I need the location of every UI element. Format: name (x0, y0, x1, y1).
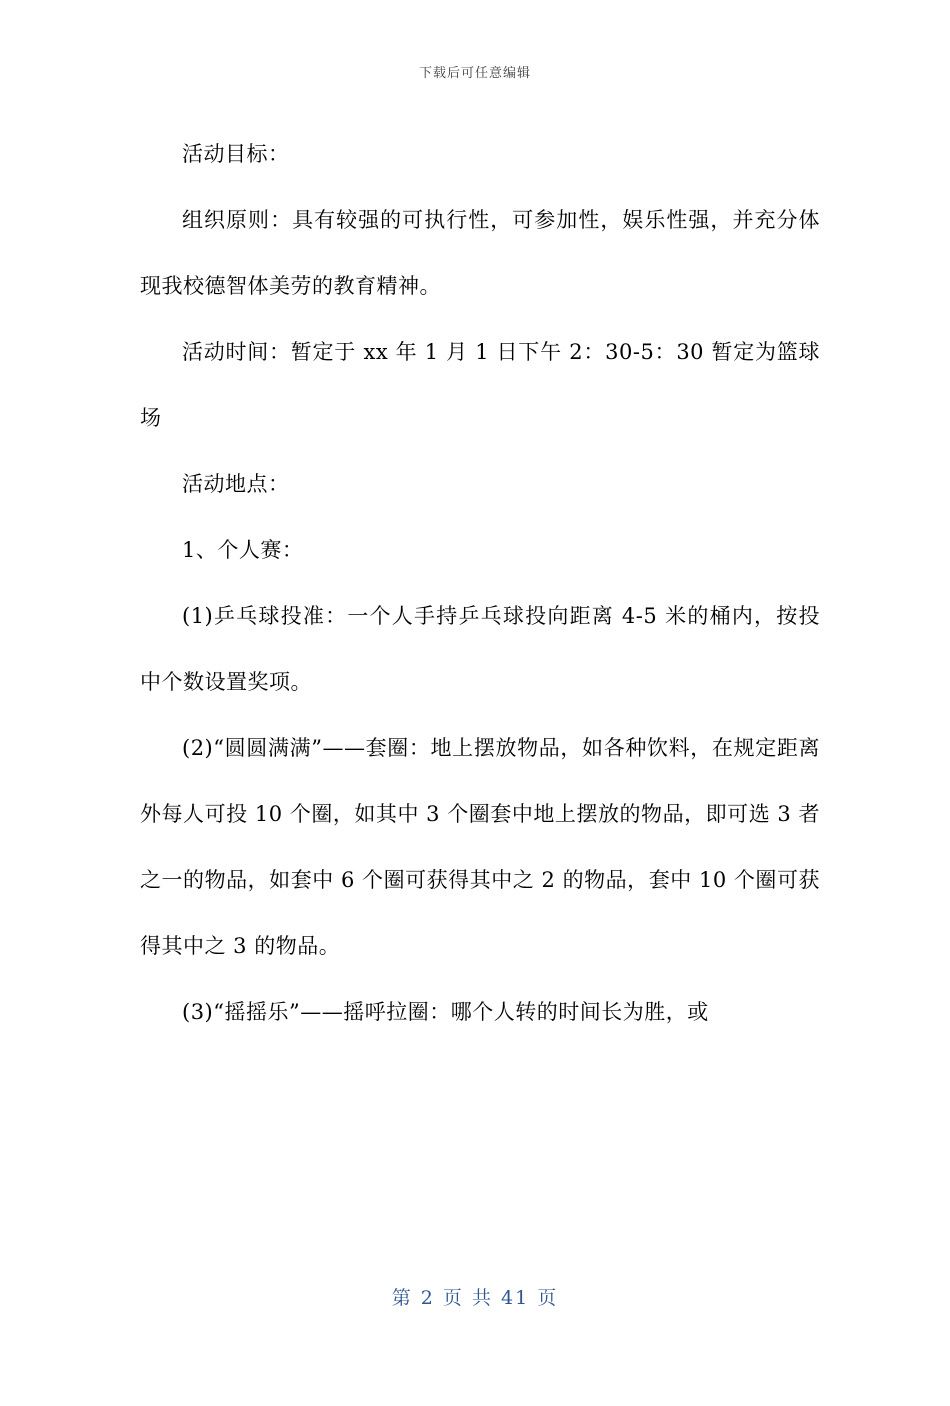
footer-prefix: 第 (391, 1287, 413, 1309)
document-page (0, 62, 950, 1406)
paragraph-time: 活动时间：暂定于 xx 年 1 月 1 日下午 2：30-5：30 暂定为篮球场 (140, 340, 820, 430)
footer-middle: 页 共 (442, 1287, 493, 1309)
page-header-note: 下载后可任意编辑 (418, 66, 531, 81)
page-footer (0, 1283, 950, 1310)
paragraph-place: 活动地点： (182, 472, 290, 496)
paragraph-item-3: (3)“摇摇乐”——摇呼拉圈：哪个人转的时间长为胜，或 (182, 1000, 709, 1024)
paragraph-individual-heading: 1、个人赛： (182, 538, 304, 562)
paragraph-item-2: (2)“圆圆满满”——套圈：地上摆放物品，如各种饮料，在规定距离外每人可投 10 个圈，如其中 3 个圈套中地上摆放的物品，即可选 3 者之一的物品，如套中 6 个圈可获得其中之 2 的物品，套中 10 个圈可获得其中之 3 的物品。 (140, 736, 820, 958)
document-body (0, 121, 950, 1045)
paragraph-item-1: (1)乒乓球投准：一个人手持乒乓球投向距离 4-5 米的桶内，按投中个数设置奖项。 (140, 604, 820, 694)
paragraph-goal-heading: 活动目标： (182, 142, 290, 166)
footer-suffix: 页 (537, 1287, 559, 1309)
paragraph-principle: 组织原则：具有较强的可执行性，可参加性，娱乐性强，并充分体现我校德智体美劳的教育精神。 (140, 208, 820, 298)
footer-current-page: 2 (420, 1287, 435, 1309)
footer-total-pages: 41 (501, 1287, 530, 1309)
